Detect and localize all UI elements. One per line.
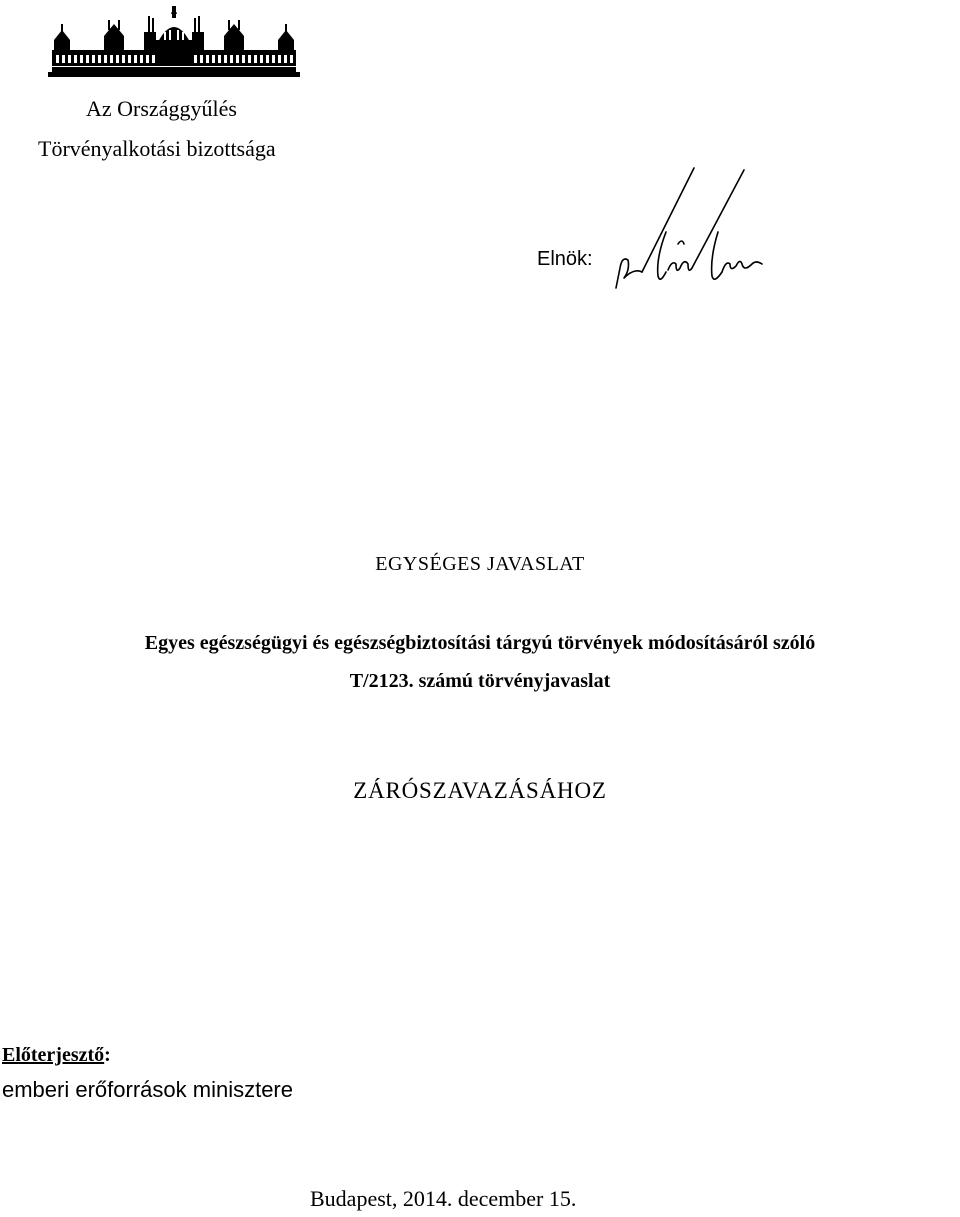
presenter-label-text: Előterjesztő xyxy=(2,1044,105,1066)
organization-name: Az Országgyűlés xyxy=(86,96,237,121)
document-purpose: ZÁRÓSZAVAZÁSÁHOZ xyxy=(353,778,607,803)
presenter-name: emberi erőforrások minisztere xyxy=(2,1077,293,1102)
subject-line-2: T/2123. számú törvényjavaslat xyxy=(349,670,611,692)
subject-line-1: Egyes egészségügyi és egészségbiztosítási tárgyú törvények módosításáról szóló xyxy=(144,632,816,654)
document-title: EGYSÉGES JAVASLAT xyxy=(375,553,585,575)
place-date: Budapest, 2014. december 15. xyxy=(310,1186,577,1211)
chair-label: Elnök: xyxy=(537,248,593,270)
document-subject xyxy=(0,624,960,700)
parliament-building-icon xyxy=(48,6,300,78)
presenter-label-colon: : xyxy=(104,1044,111,1066)
handwritten-signature xyxy=(606,160,770,296)
chair-row xyxy=(537,248,593,271)
presenter-label xyxy=(2,1044,111,1067)
committee-name: Törvényalkotási bizottsága xyxy=(38,136,276,161)
